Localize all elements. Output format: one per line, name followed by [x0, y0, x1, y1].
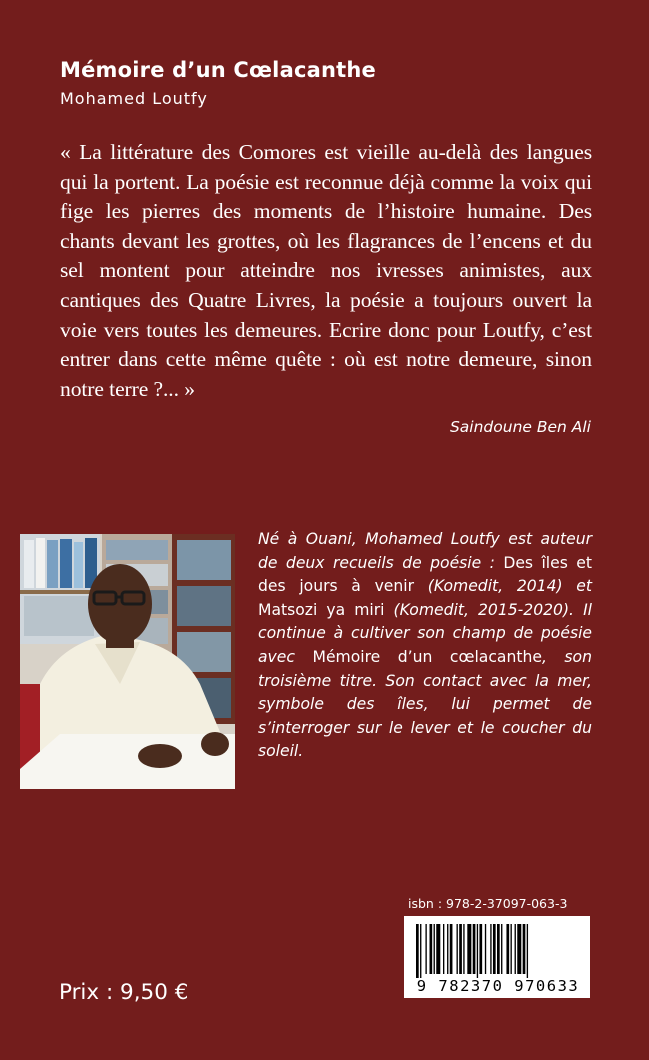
- barcode-bar: [527, 924, 528, 978]
- quote-signature: Saindoune Ben Ali: [449, 418, 591, 436]
- barcode-bar: [436, 924, 440, 974]
- barcode-bar: [523, 924, 526, 974]
- bio-book-title-1: Des îles et des jours à venir: [258, 553, 592, 596]
- author-photo: [20, 534, 235, 789]
- price: Prix : 9,50 €: [59, 980, 189, 1005]
- back-cover-quote: « La littérature des Comores est vieille au-delà des langues qui la portent. La poésie est reconnue déjà comme la voix qui fige les pierres des moments de l’histoire humaine. Des chants devant les grottes, où les flagrances de l’encens et du sel montent pour atteindre nos ivresses animistes, aux cantiques des Quatre Livres, la poésie a toujours ouvert la voie vers toutes les demeures. Ecrire donc pour Loutfy, c’est entrer dans cette même quête : où est notre demeure, sinon notre terre ?... »: [60, 140, 592, 401]
- barcode-bar: [443, 924, 444, 974]
- barcode-bar: [479, 924, 482, 974]
- barcode-bar: [420, 924, 421, 978]
- barcode-bar: [416, 924, 419, 978]
- barcode-bar: [459, 924, 462, 974]
- barcode-bar: [467, 924, 471, 974]
- barcode-bar: [490, 924, 491, 974]
- barcode-digits: 9 782370 970633: [416, 977, 580, 995]
- barcode-bar: [447, 924, 448, 974]
- bio-text-3: (Komedit, 2015-2020). Il continue à cultiver son champ de poésie avec: [258, 600, 593, 666]
- barcode-bar: [463, 924, 464, 974]
- book-title: Mémoire d’un Cœlacanthe: [60, 58, 376, 82]
- author-bio: [258, 528, 592, 764]
- barcode-bar: [425, 924, 426, 974]
- bio-text-1: Né à Ouani, Mohamed Loutfy est auteur de deux recueils de poésie :: [258, 530, 592, 572]
- bio-text-4: , son troisième titre. Son contact avec la mer, symbole des îles, lui permet de s’interroger sur le lever et le coucher du soleil.: [258, 647, 592, 761]
- barcode-bar: [434, 924, 435, 974]
- barcode-bar: [515, 924, 516, 974]
- isbn-label: isbn : 978-2-37097-063-3: [408, 896, 568, 911]
- barcode-bars: [416, 924, 578, 978]
- barcode-bar: [511, 924, 512, 974]
- barcode-bar: [485, 924, 486, 974]
- bio-text-2: (Komedit, 2014) et: [414, 577, 592, 596]
- barcode-bar: [457, 924, 458, 974]
- barcode-bar: [450, 924, 453, 974]
- barcode-bar: [430, 924, 433, 974]
- bio-book-title-2: Matsozi ya miri: [258, 600, 385, 619]
- barcode: [404, 916, 590, 998]
- barcode-bar: [497, 924, 500, 974]
- book-author: Mohamed Loutfy: [60, 89, 208, 108]
- barcode-bar: [477, 924, 478, 978]
- barcode-bar: [517, 924, 521, 974]
- bio-book-title-3: Mémoire d’un cœlacanthe: [312, 647, 542, 666]
- barcode-bar: [493, 924, 496, 974]
- barcode-bar: [506, 924, 509, 974]
- barcode-bar: [501, 924, 502, 974]
- barcode-bar: [473, 924, 476, 974]
